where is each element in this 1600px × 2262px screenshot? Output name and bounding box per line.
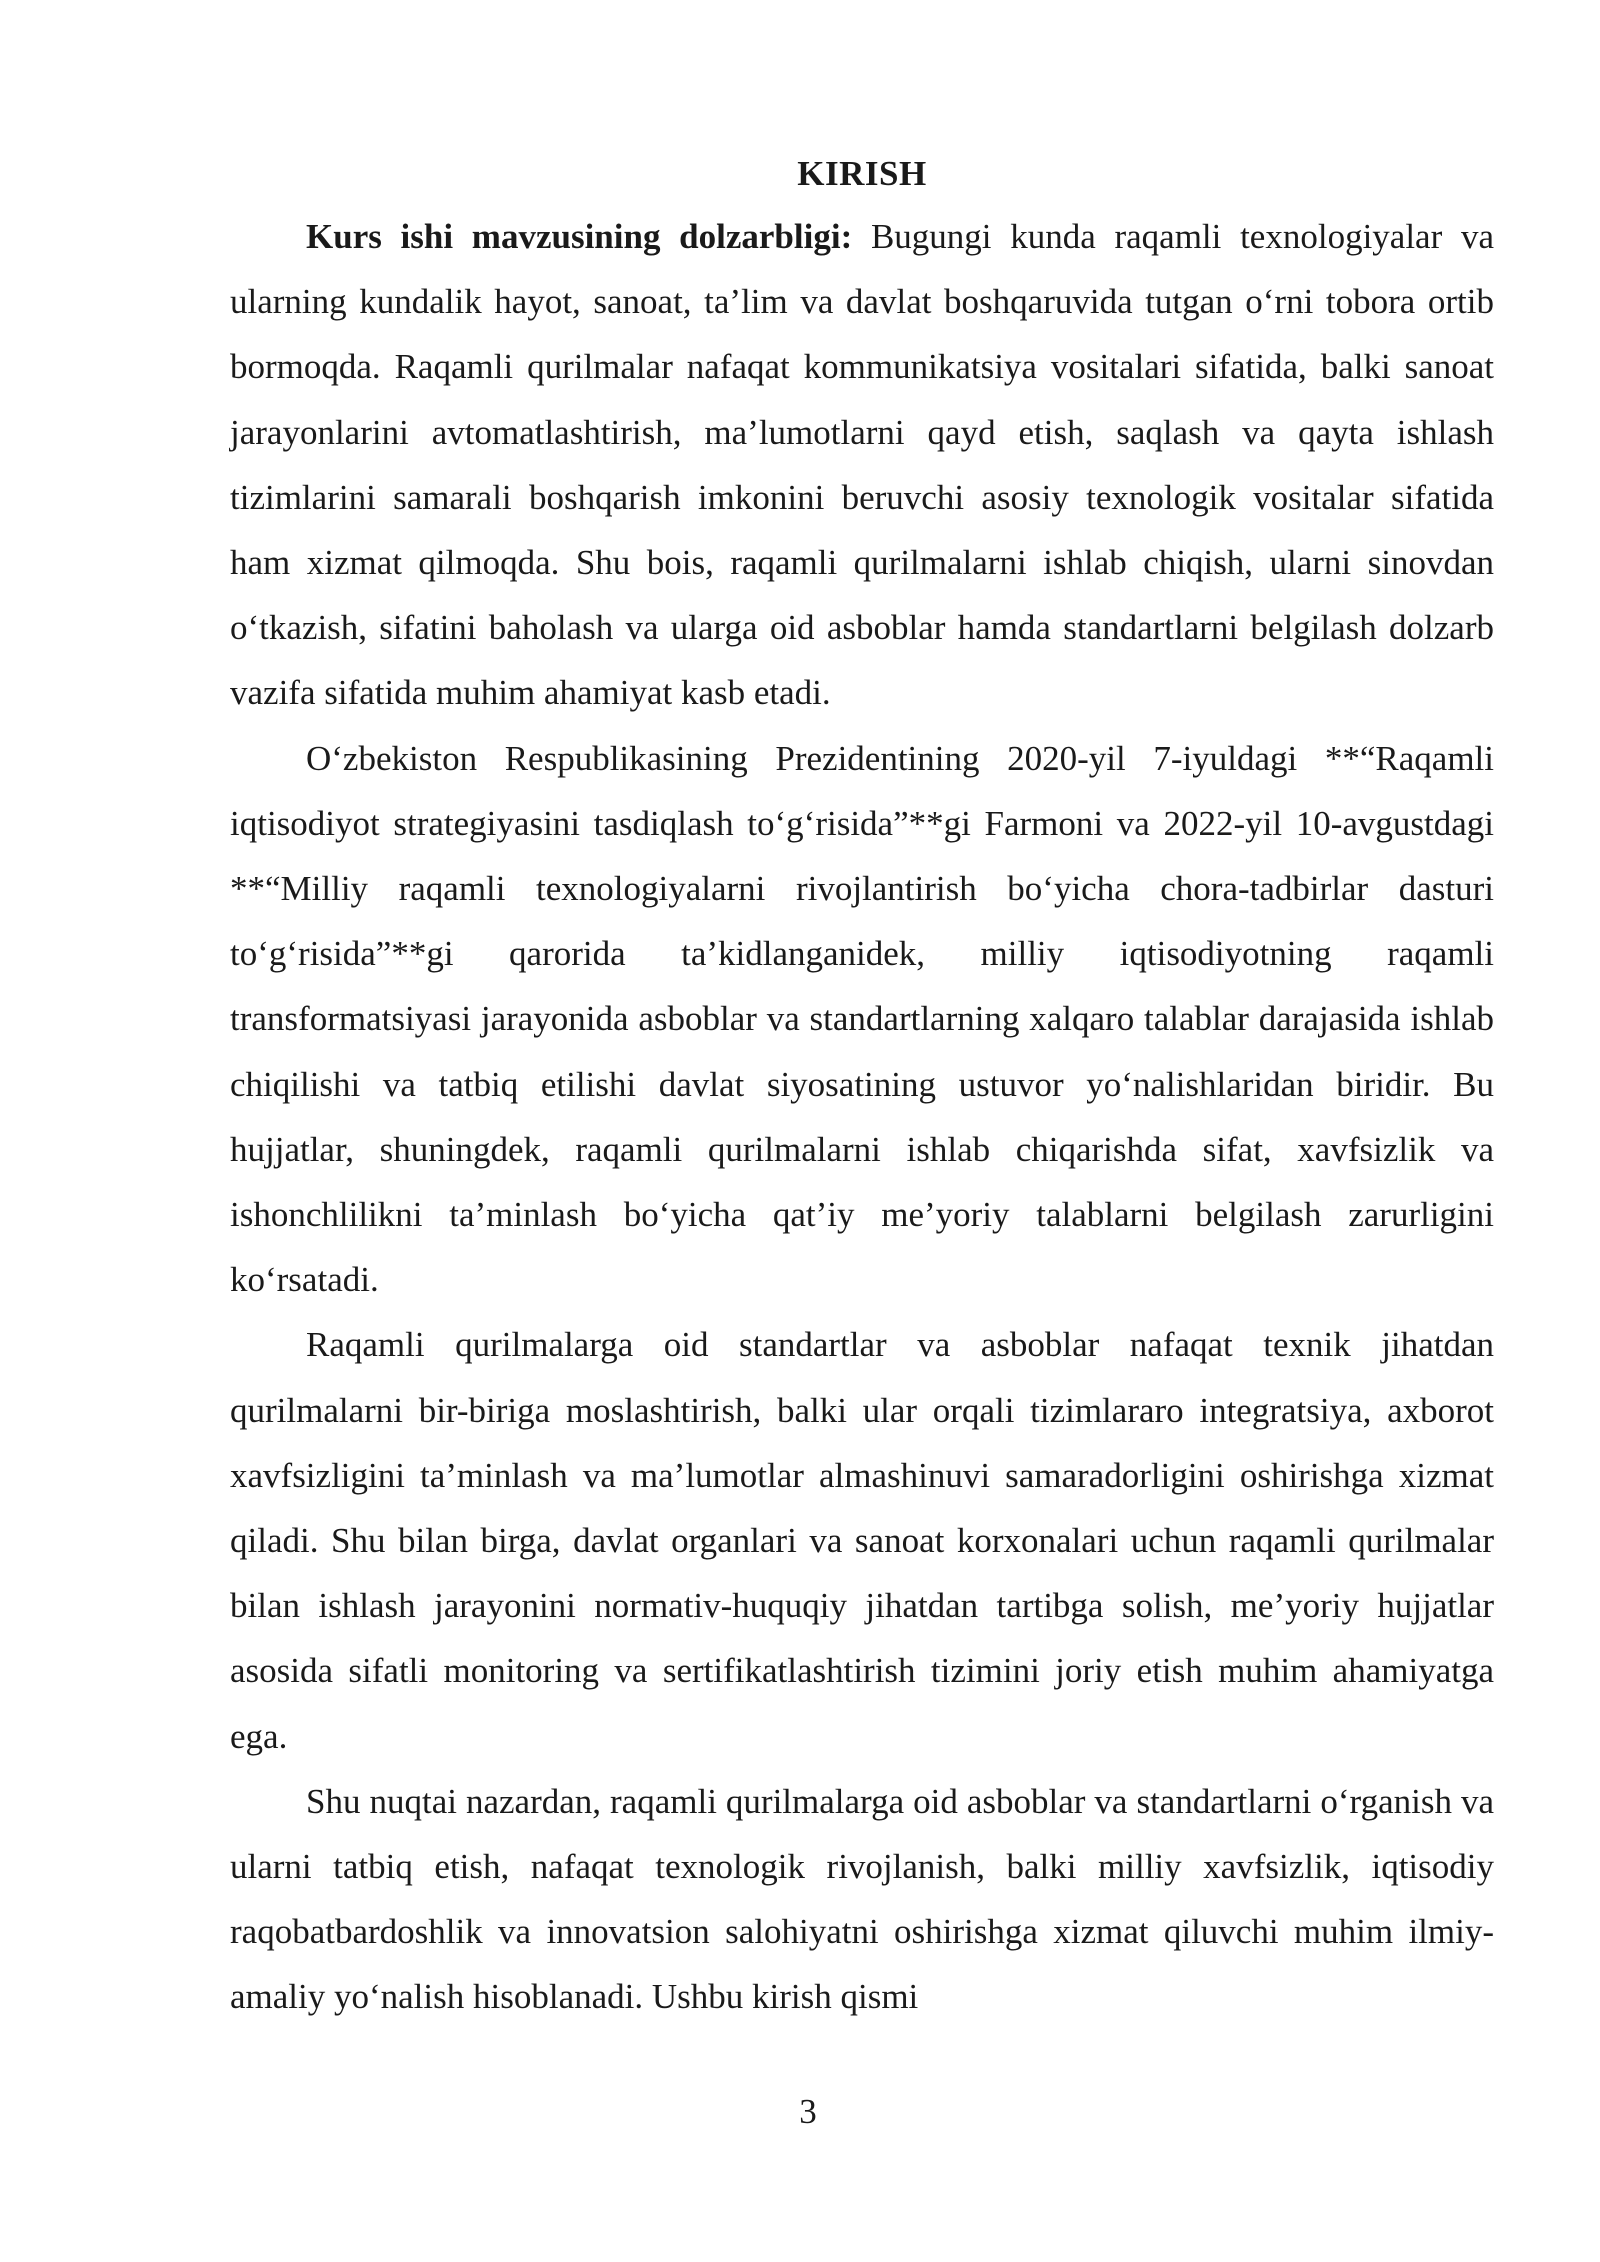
paragraph-text: Bugungi kunda raqamli texnologiyalar va ularning kundalik hayot, sanoat, ta’lim va davlat boshqaruvida tutgan o‘rni tobora ortib bormoqda. Raqamli qurilmalar nafaqat kommunikatsiya vositalari sifatida, balki sanoat jarayonlarini avtomatlashtirish, ma’lumotlarni qayd etish, saqlash va qayta ishlash tizimlarini samarali boshqarish imkonini beruvchi asosiy texnologik vositalar sifatida ham xizmat qilmoqda. Shu bois, raqamli qurilmalarni ishlab chiqish, ularni sinovdan o‘tkazish, sifatini baholash va ularga oid asboblar hamda standartlarni belgilash dolzarb vazifa sifatida muhim ahamiyat kasb etadi.	[230, 217, 1494, 713]
paragraph-standards: Raqamli qurilmalarga oid standartlar va asboblar nafaqat texnik jihatdan qurilmalarni bir-biriga moslashtirish, balki ular orqali tizimlararo integratsiya, axborot xavfsizligini ta’minlash va ma’lumotlar almashinuvi samaradorligini oshirishga xizmat qiladi. Shu bilan birga, davlat organlari va sanoat korxonalari uchun raqamli qurilmalar bilan ishlash jarayonini normativ-huquqiy jihatdan tartibga solish, me’yoriy hujjatlar asosida sifatli monitoring va sertifikatlashtirish tizimini joriy etish muhim ahamiyatga ega.	[230, 1325, 1494, 1756]
page-title: KIRISH	[797, 154, 927, 193]
page-number: 3	[799, 2092, 817, 2131]
paragraph-lead: Kurs ishi mavzusining dolzarbligi:	[306, 217, 853, 256]
paragraph-conclusion: Shu nuqtai nazardan, raqamli qurilmalarga oid asboblar va standartlarni o‘rganish va ularni tatbiq etish, nafaqat texnologik rivojlanish, balki milliy xavfsizlik, iqtisodiy raqobatbardoshlik va innovatsion salohiyatni oshirishga xizmat qiluvchi muhim ilmiy-amaliy yo‘nalish hisoblanadi. Ushbu kirish qismi	[230, 1781, 1494, 2017]
document-page	[230, 150, 1494, 2030]
paragraph-decrees: O‘zbekiston Respublikasining Prezidentining 2020-yil 7-iyuldagi **“Raqamli iqtisodiyot strategiyasini tasdiqlash to‘g‘risida”**gi Farmoni va 2022-yil 10-avgustdagi **“Milliy raqamli texnologiyalarni rivojlantirish bo‘yicha chora-tadbirlar dasturi to‘g‘risida”**gi qarorida ta’kidlanganidek, milliy iqtisodiyotning raqamli transformatsiyasi jarayonida asboblar va standartlarning xalqaro talablar darajasida ishlab chiqilishi va tatbiq etilishi davlat siyosatining ustuvor yo‘nalishlaridan biridir. Bu hujjatlar, shuningdek, raqamli qurilmalarni ishlab chiqarishda sifat, xavfsizlik va ishonchlilikni ta’minlash bo‘yicha qat’iy me’yoriy talablarni belgilash zarurligini ko‘rsatadi.	[230, 738, 1494, 1300]
paragraph-relevance	[230, 204, 1494, 726]
